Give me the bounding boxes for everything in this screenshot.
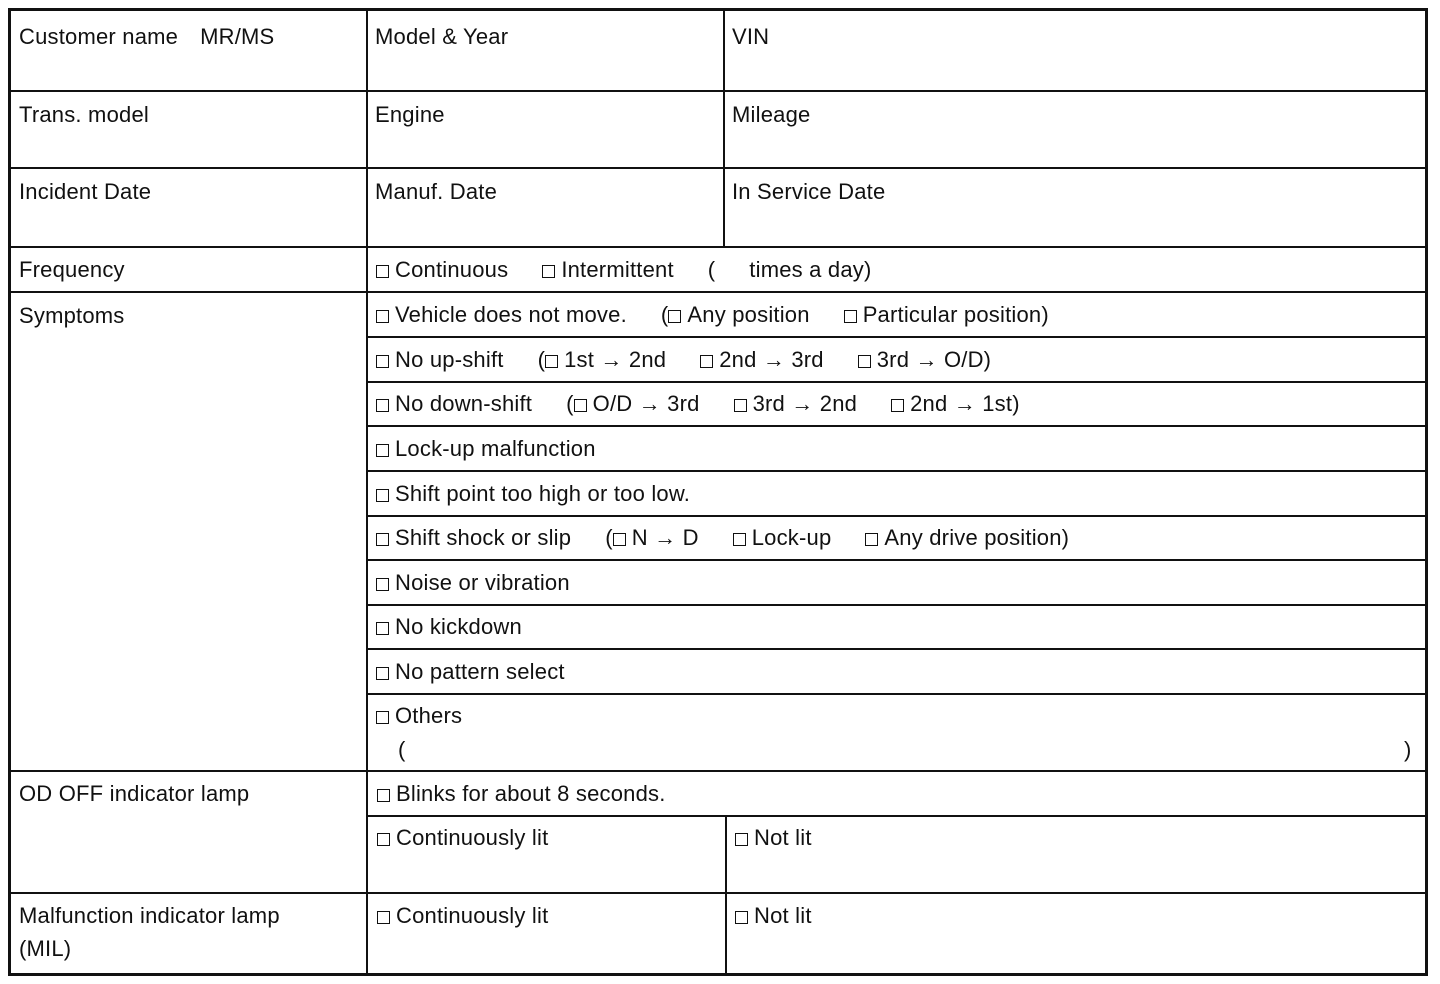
mil-not-lit-checkbox[interactable] — [735, 911, 748, 924]
rule — [368, 815, 1428, 817]
paren-open: ( — [566, 391, 574, 416]
rule — [368, 425, 1428, 427]
rule — [368, 559, 1428, 561]
down-od-3-checkbox[interactable] — [574, 399, 587, 412]
lockup-malfunction-checkbox[interactable] — [376, 444, 389, 457]
blinks-label: Blinks for about 8 seconds. — [396, 781, 666, 806]
vin-label: VIN — [732, 24, 770, 49]
blinks-checkbox[interactable] — [377, 789, 390, 802]
times-paren: ( — [707, 257, 716, 282]
symptom-row-kickdown — [376, 614, 522, 640]
down-3-2-label: 3rd → 2nd — [752, 391, 858, 416]
up-3-od-label: 3rd → O/D) — [876, 347, 992, 372]
rule — [8, 246, 1428, 248]
symptoms-label: Symptoms — [19, 303, 125, 328]
continuous-label: Continuous — [395, 257, 509, 282]
shift-point-label: Shift point too high or too low. — [395, 481, 691, 506]
frequency-label: Frequency — [19, 257, 125, 282]
no-downshift-checkbox[interactable] — [376, 399, 389, 412]
down-3-2-checkbox[interactable] — [734, 399, 747, 412]
rule — [366, 8, 368, 976]
mil-lit-row — [377, 903, 548, 929]
no-kickdown-checkbox[interactable] — [376, 622, 389, 635]
incident-date-label: Incident Date — [19, 179, 152, 204]
symptom-row-shift-shock — [376, 525, 1069, 551]
symptom-row-lockup — [376, 436, 596, 462]
any-drive-checkbox[interactable] — [865, 533, 878, 546]
times-a-day-label: times a day) — [749, 257, 872, 282]
down-2-1-label: 2nd → 1st) — [910, 391, 1020, 416]
rule — [368, 470, 1428, 472]
lockup-malfunction-label: Lock-up malfunction — [395, 436, 596, 461]
od-not-lit-checkbox[interactable] — [735, 833, 748, 846]
mil-label-line1: Malfunction indicator lamp — [19, 903, 280, 928]
diagnostic-worksheet — [8, 8, 1428, 976]
od-continuously-lit-checkbox[interactable] — [377, 833, 390, 846]
customer-title-label: MR/MS — [200, 24, 275, 49]
od-off-not-lit-row — [735, 825, 812, 851]
particular-position-label: Particular position) — [862, 302, 1049, 327]
mil-label-line2: (MIL) — [19, 936, 72, 961]
does-not-move-checkbox[interactable] — [376, 310, 389, 323]
n-to-d-label: N → D — [631, 525, 699, 550]
rule — [368, 381, 1428, 383]
rule — [368, 648, 1428, 650]
up-2-3-checkbox[interactable] — [700, 355, 713, 368]
worksheet-frame — [8, 8, 1428, 976]
up-2-3-label: 2nd → 3rd — [719, 347, 824, 372]
rule — [725, 815, 727, 976]
mileage-label: Mileage — [732, 102, 811, 127]
paren-open: ( — [660, 302, 669, 327]
any-drive-label: Any drive position) — [884, 525, 1070, 550]
frequency-options — [376, 257, 872, 283]
paren-open: ( — [537, 347, 546, 372]
shift-shock-label: Shift shock or slip — [395, 525, 572, 550]
symptom-row-pattern — [376, 659, 565, 685]
lockup-label: Lock-up — [751, 525, 832, 550]
down-2-1-checkbox[interactable] — [891, 399, 904, 412]
rule — [8, 291, 1428, 293]
rule — [8, 167, 1428, 169]
no-kickdown-label: No kickdown — [395, 614, 522, 639]
up-3-od-checkbox[interactable] — [858, 355, 871, 368]
rule — [8, 90, 1428, 92]
no-pattern-label: No pattern select — [395, 659, 565, 684]
up-1-2-label: 1st → 2nd — [564, 347, 667, 372]
engine-label: Engine — [375, 102, 445, 127]
intermittent-checkbox[interactable] — [542, 265, 555, 278]
others-paren-open: ( — [398, 737, 406, 762]
n-to-d-checkbox[interactable] — [613, 533, 626, 546]
rule — [368, 693, 1428, 695]
shift-shock-checkbox[interactable] — [376, 533, 389, 546]
noise-label: Noise or vibration — [395, 570, 570, 595]
od-not-lit-label: Not lit — [754, 825, 812, 850]
od-off-blinks-row — [377, 781, 666, 807]
continuous-checkbox[interactable] — [376, 265, 389, 278]
symptom-row-no-downshift — [376, 391, 1020, 417]
trans-model-label: Trans. model — [19, 102, 149, 127]
others-label: Others — [395, 703, 463, 728]
particular-position-checkbox[interactable] — [844, 310, 857, 323]
down-od-3-label: O/D → 3rd — [592, 391, 700, 416]
symptom-row-others — [376, 703, 462, 729]
rule — [723, 8, 725, 246]
od-continuously-lit-label: Continuously lit — [396, 825, 549, 850]
rule — [368, 604, 1428, 606]
symptom-row-shift-point — [376, 481, 690, 507]
rule — [8, 770, 1428, 772]
mil-not-lit-row — [735, 903, 812, 929]
od-off-lit-row — [377, 825, 548, 851]
manuf-date-label: Manuf. Date — [375, 179, 498, 204]
paren-open: ( — [605, 525, 613, 550]
mil-continuously-lit-label: Continuously lit — [396, 903, 549, 928]
symptom-row-noise — [376, 570, 570, 596]
shift-point-checkbox[interactable] — [376, 489, 389, 502]
mil-continuously-lit-checkbox[interactable] — [377, 911, 390, 924]
no-upshift-label: No up-shift — [395, 347, 504, 372]
in-service-date-label: In Service Date — [732, 179, 886, 204]
noise-checkbox[interactable] — [376, 578, 389, 591]
rule — [368, 515, 1428, 517]
no-pattern-checkbox[interactable] — [376, 667, 389, 680]
rule — [8, 892, 1428, 894]
up-1-2-checkbox[interactable] — [545, 355, 558, 368]
rule — [368, 336, 1428, 338]
others-paren-close: ) — [1404, 737, 1412, 762]
any-position-checkbox[interactable] — [668, 310, 681, 323]
lockup-checkbox[interactable] — [733, 533, 746, 546]
intermittent-label: Intermittent — [561, 257, 674, 282]
no-upshift-checkbox[interactable] — [376, 355, 389, 368]
od-off-label: OD OFF indicator lamp — [19, 781, 250, 806]
model-year-label: Model & Year — [375, 24, 509, 49]
no-downshift-label: No down-shift — [395, 391, 533, 416]
customer-name-field — [19, 24, 274, 50]
does-not-move-label: Vehicle does not move. — [395, 302, 627, 327]
symptom-row-no-upshift — [376, 347, 991, 373]
customer-name-label: Customer name — [19, 24, 179, 49]
others-checkbox[interactable] — [376, 711, 389, 724]
any-position-label: Any position — [687, 302, 810, 327]
symptom-row-does-not-move — [376, 302, 1049, 328]
mil-not-lit-label: Not lit — [754, 903, 812, 928]
